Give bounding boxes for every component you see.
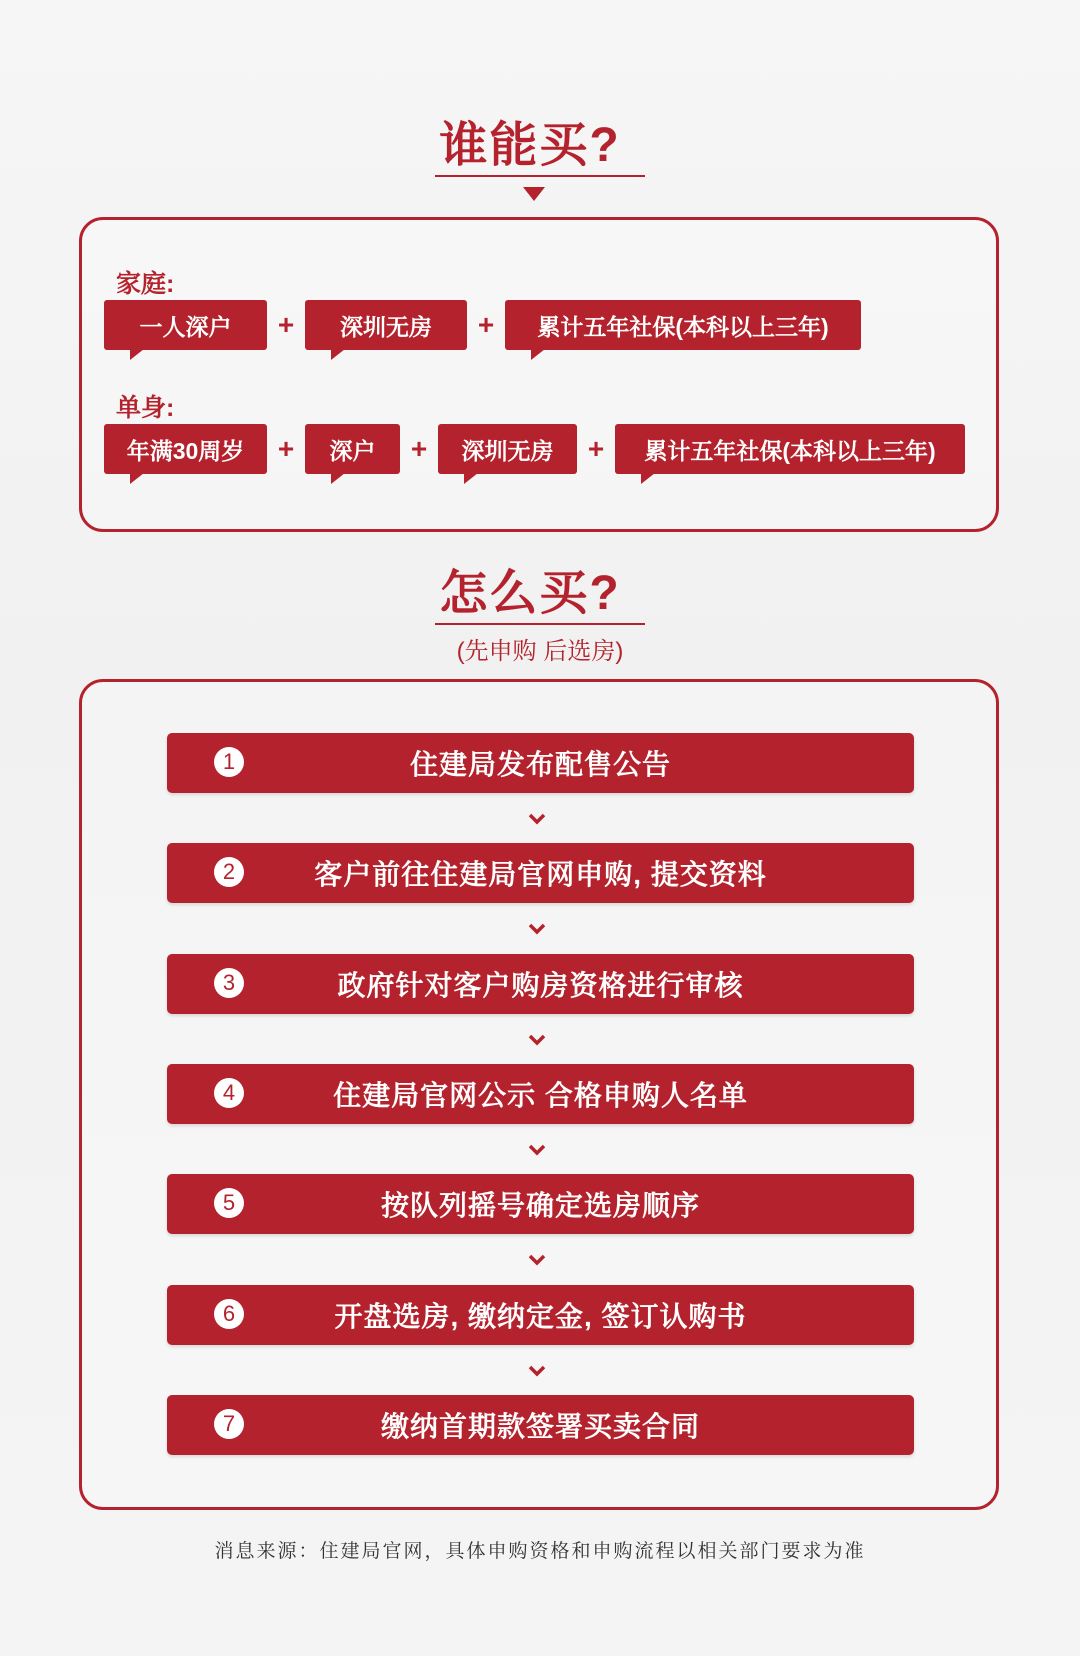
single-requirements-row — [104, 424, 965, 474]
family-label: 家庭: — [116, 270, 175, 298]
how-to-buy-title: 怎么买? — [435, 568, 644, 625]
chevron-down-icon — [528, 810, 546, 828]
family-tag-social-security: 累计五年社保(本科以上三年) — [505, 300, 861, 350]
plus-sign: + — [477, 309, 495, 340]
step-number-badge: 7 — [214, 1409, 244, 1439]
plus-sign: + — [277, 433, 295, 464]
single-label: 单身: — [116, 394, 175, 422]
plus-sign: + — [587, 433, 605, 464]
step-text: 开盘选房, 缴纳定金, 签订认购书 — [334, 1301, 747, 1332]
process-step — [167, 1285, 914, 1345]
how-to-buy-subtitle: (先申购 后选房) — [456, 637, 624, 665]
who-can-buy-title: 谁能买? — [435, 120, 644, 177]
step-text: 住建局官网公示 合格申购人名单 — [333, 1080, 748, 1111]
family-tag-hukou: 一人深户 — [104, 300, 267, 350]
family-tag-no-house: 深圳无房 — [305, 300, 467, 350]
step-text: 缴纳首期款签署买卖合同 — [380, 1411, 700, 1442]
process-step — [167, 1174, 914, 1234]
single-tag-age: 年满30周岁 — [104, 424, 267, 474]
step-number-badge: 4 — [214, 1078, 244, 1108]
triangle-down-icon — [523, 187, 545, 201]
chevron-down-icon — [528, 1031, 546, 1049]
chevron-down-icon — [528, 920, 546, 938]
process-step — [167, 1395, 914, 1455]
chevron-down-icon — [528, 1251, 546, 1269]
section-title-how — [0, 568, 1080, 666]
single-tag-hukou: 深户 — [305, 424, 400, 474]
single-tag-social-security: 累计五年社保(本科以上三年) — [615, 424, 965, 474]
eligibility-panel — [79, 217, 999, 532]
chevron-down-icon — [528, 1141, 546, 1159]
family-requirements-row — [104, 300, 861, 350]
step-text: 客户前往住建局官网申购, 提交资料 — [314, 859, 767, 890]
process-step — [167, 954, 914, 1014]
process-step — [167, 733, 914, 793]
step-number-badge: 6 — [214, 1299, 244, 1329]
section-title-who — [0, 120, 1080, 177]
process-step — [167, 1064, 914, 1124]
plus-sign: + — [410, 433, 428, 464]
step-text: 按队列摇号确定选房顺序 — [380, 1190, 700, 1221]
source-footnote: 消息来源：住建局官网，具体申购资格和申购流程以相关部门要求为准 — [214, 1541, 866, 1562]
step-number-badge: 3 — [214, 968, 244, 998]
process-step — [167, 843, 914, 903]
step-number-badge: 5 — [214, 1188, 244, 1218]
plus-sign: + — [277, 309, 295, 340]
step-number-badge: 1 — [214, 747, 244, 777]
step-number-badge: 2 — [214, 857, 244, 887]
step-text: 政府针对客户购房资格进行审核 — [337, 970, 744, 1001]
single-tag-no-house: 深圳无房 — [438, 424, 577, 474]
step-text: 住建局发布配售公告 — [409, 749, 671, 780]
chevron-down-icon — [528, 1362, 546, 1380]
